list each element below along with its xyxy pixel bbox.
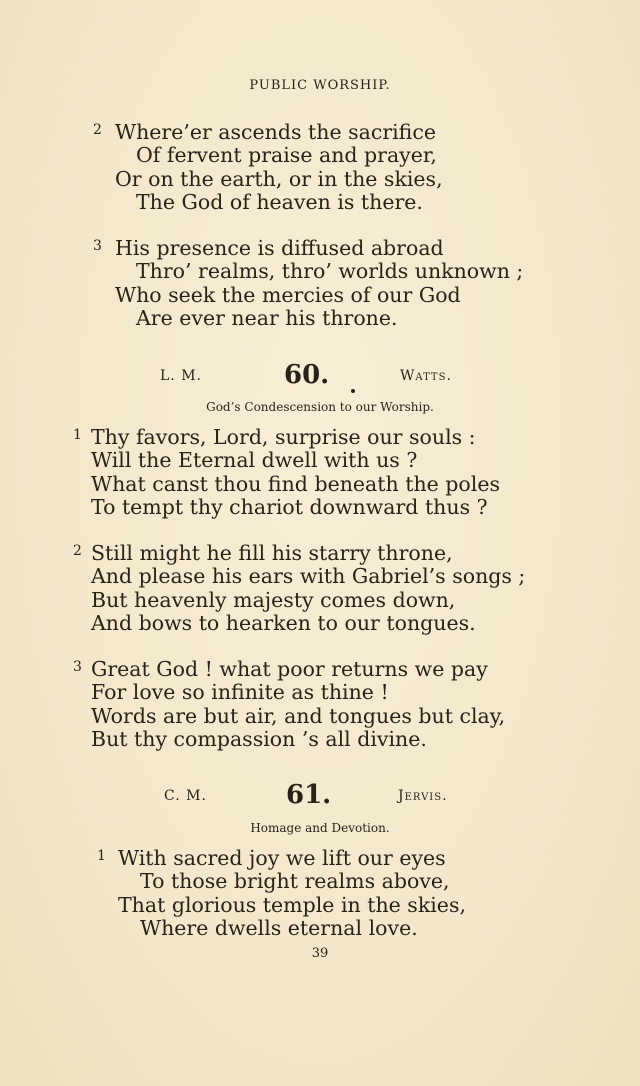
hymn-heading — [0, 780, 640, 810]
stanza — [0, 847, 640, 940]
stanza-number: 1 — [97, 848, 106, 864]
verse-line: That glorious temple in the skies, — [118, 892, 466, 917]
verse-line: Still might he fill his starry throne, — [91, 541, 453, 565]
ink-speck — [351, 389, 355, 393]
verse-line: Where’er ascends the sacrifice — [115, 120, 436, 144]
hymn-author: Watts. — [400, 368, 452, 384]
verse-line: Of fervent praise and prayer, — [136, 143, 437, 168]
stanza — [0, 121, 640, 214]
verse-line: And please his ears with Gabriel’s songs ; — [91, 564, 526, 589]
stanza — [0, 658, 640, 751]
verse-line: The God of heaven is there. — [136, 189, 423, 214]
stanza — [0, 542, 640, 635]
verse-line: What canst thou find beneath the poles — [91, 471, 500, 496]
verse-line: To those bright realms above, — [140, 869, 450, 894]
verse-line: Or on the earth, or in the skies, — [115, 166, 443, 191]
stanza-number: 2 — [73, 543, 82, 559]
stanza-number: 3 — [93, 238, 102, 254]
verse-line: Great God ! what poor returns we pay — [91, 657, 488, 681]
verse-line: Words are but air, and tongues but clay, — [91, 703, 506, 728]
verse-line: To tempt thy chariot downward thus ? — [91, 494, 488, 519]
verse-line: But heavenly majesty comes down, — [91, 587, 456, 612]
verse-line: Are ever near his throne. — [136, 305, 398, 330]
verse-line: His presence is diffused abroad — [115, 236, 444, 260]
hymn-meter: C. M. — [164, 788, 207, 804]
hymn-meter: L. M. — [160, 368, 202, 384]
stanza-number: 1 — [73, 427, 82, 443]
hymn-number: 61. — [286, 780, 332, 810]
hymn-heading — [0, 360, 640, 390]
hymn-number: 60. — [284, 360, 330, 390]
verse-line: Where dwells eternal love. — [140, 915, 418, 940]
hymn-subtitle: God’s Condescension to our Worship. — [206, 400, 434, 414]
hymn-subtitle: Homage and Devotion. — [250, 821, 390, 835]
verse-line: With sacred joy we lift our eyes — [118, 846, 446, 870]
stanza-number: 3 — [73, 659, 82, 675]
stanza — [0, 426, 640, 519]
stanza-number: 2 — [93, 122, 102, 138]
verse-line: For love so infinite as thine ! — [91, 680, 389, 705]
verse-line: But thy compassion ’s all divine. — [91, 726, 427, 751]
verse-line: Thro’ realms, thro’ worlds unknown ; — [136, 259, 524, 284]
stanza — [0, 237, 640, 330]
verse-line: Will the Eternal dwell with us ? — [91, 448, 418, 473]
verse-line: Thy favors, Lord, surprise our souls : — [91, 425, 476, 449]
verse-line: Who seek the mercies of our God — [115, 282, 461, 307]
hymn-author: Jervis. — [398, 788, 448, 804]
verse-line: And bows to hearken to our tongues. — [91, 610, 476, 635]
running-head: PUBLIC WORSHIP. — [249, 78, 391, 93]
page-number: 39 — [311, 946, 329, 961]
